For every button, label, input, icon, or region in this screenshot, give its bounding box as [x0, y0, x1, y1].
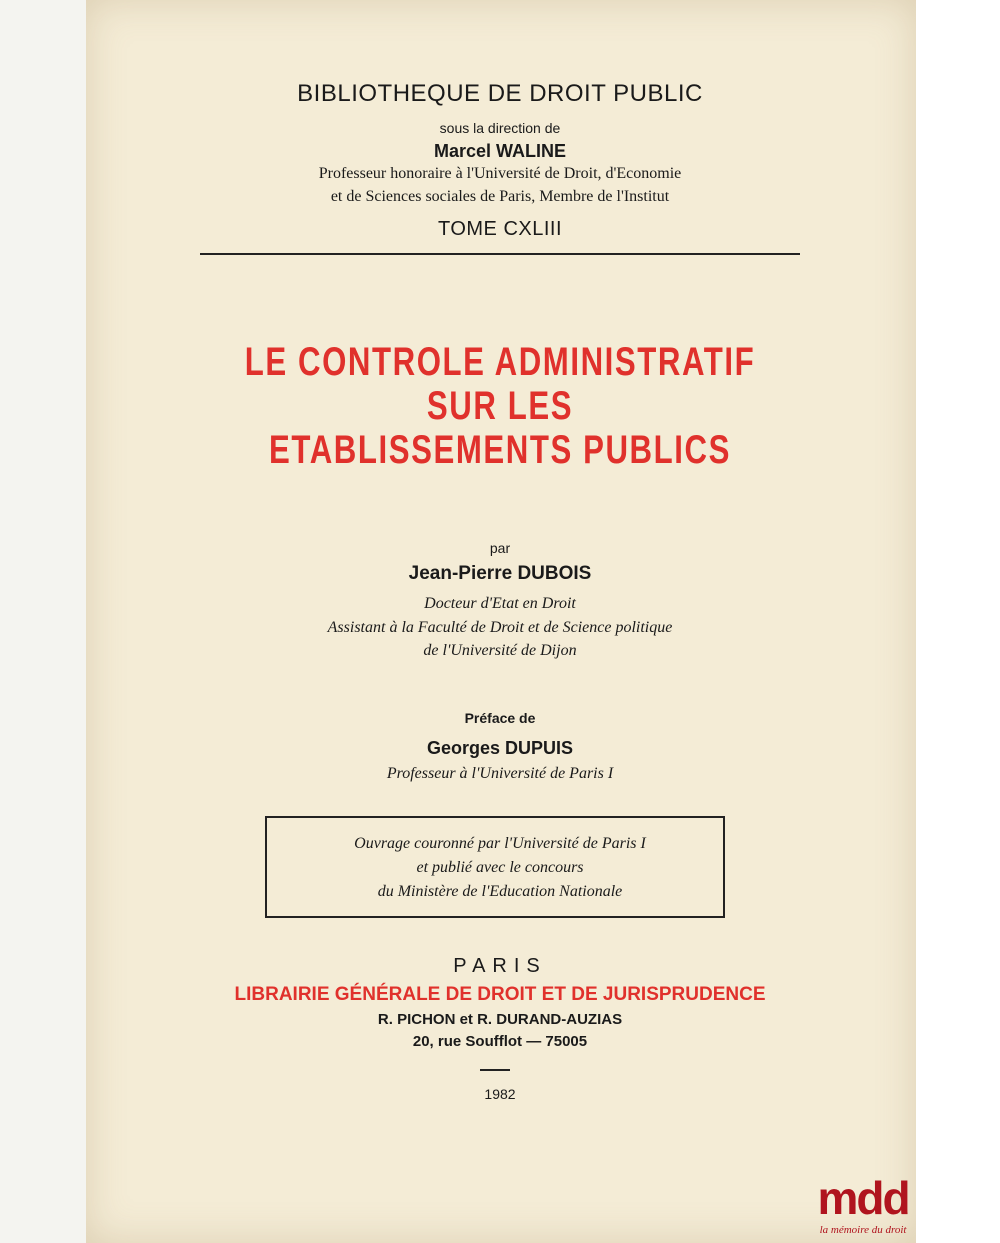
- author-name: Jean-Pierre DUBOIS: [408, 563, 592, 584]
- publication-year: 1982: [484, 1086, 516, 1102]
- title-line3: ETABLISSEMENTS PUBLICS: [269, 428, 731, 472]
- logo-letters: mdd: [817, 1172, 909, 1224]
- tome-number: TOME CXLIII: [437, 218, 563, 240]
- author-title-line3: de l'Université de Dijon: [423, 642, 577, 659]
- award-line2: et publié avec le concours: [416, 859, 584, 876]
- author-title-line1: Docteur d'Etat en Droit: [424, 595, 576, 612]
- series-director: Marcel WALINE: [433, 141, 567, 161]
- publisher-address: 20, rue Soufflot — 75005: [412, 1033, 588, 1050]
- author-title-line2: Assistant à la Faculté de Droit et de Science politique: [327, 619, 673, 636]
- publisher-owners: R. PICHON et R. DURAND-AUZIAS: [377, 1011, 623, 1028]
- preface-author: Georges DUPUIS: [426, 738, 574, 758]
- logo-tagline: la mémoire du droit: [819, 1224, 907, 1236]
- director-title-line2: et de Sciences sociales de Paris, Membre de l'Institut: [330, 188, 670, 205]
- award-line3: du Ministère de l'Education Nationale: [377, 883, 623, 900]
- by-label: par: [489, 540, 511, 556]
- award-line1: Ouvrage couronné par l'Université de Paris I: [354, 835, 646, 852]
- title-line1: LE CONTROLE ADMINISTRATIF: [244, 340, 756, 384]
- direction-label: sous la direction de: [439, 120, 561, 136]
- publisher-city: PARIS: [453, 955, 547, 977]
- preface-author-title: Professeur à l'Université de Paris I: [386, 765, 614, 782]
- publisher-name: LIBRAIRIE GÉNÉRALE DE DROIT ET DE JURISPRUDENCE: [234, 984, 766, 1005]
- top-divider: [200, 253, 800, 255]
- small-divider: [480, 1069, 510, 1071]
- title-line2: SUR LES: [426, 384, 574, 428]
- preface-label: Préface de: [464, 710, 536, 726]
- mdd-watermark-logo: [808, 1172, 918, 1243]
- series-name: BIBLIOTHEQUE DE DROIT PUBLIC: [297, 80, 703, 107]
- director-title-line1: Professeur honoraire à l'Université de Droit, d'Economie: [318, 165, 682, 182]
